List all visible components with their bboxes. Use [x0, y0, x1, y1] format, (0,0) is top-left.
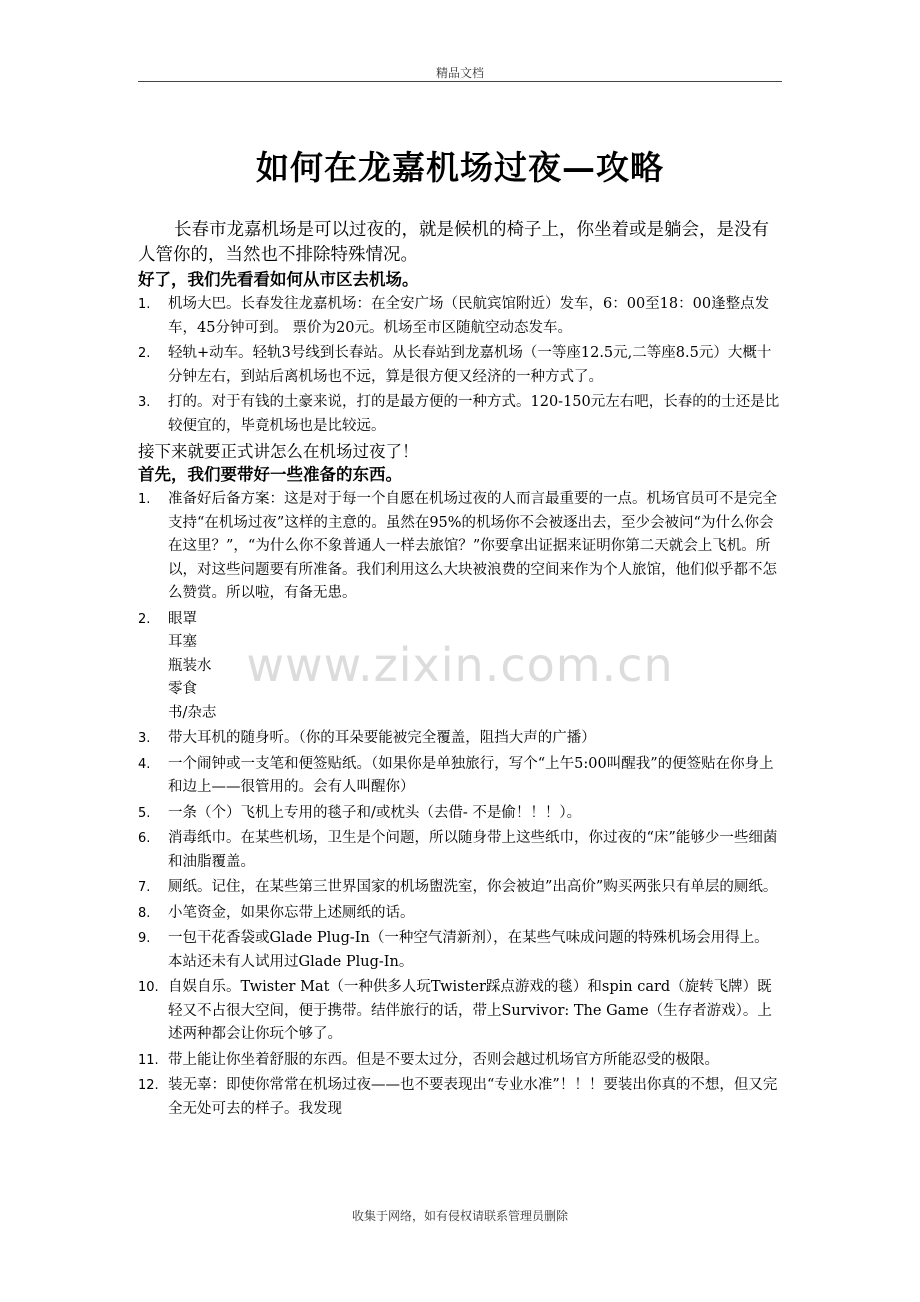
list-item-text: 带大耳机的随身听。（你的耳朵要能被完全覆盖，阻挡大声的广播） [168, 730, 596, 746]
section-heading-transport: 好了，我们先看看如何从市区去机场。 [138, 270, 419, 289]
list-item-text: 准备好后备方案：这是对于每一个自愿在机场过夜的人而言最重要的一点。机场官员可不是完全支持“在机场过夜”这样的主意的。虽然在95%的机场你不会被逐出去，至少会被问“为什么你会在这里？”，“为什么你不象普通人一样去旅馆？”你要拿出证据来证明你第二天就会上飞机。所以，对这些问题要有所准备。我们利用这么大块被浪费的空间来作为个人旅馆，他们似乎都不怎么赞赏。所以啦，有备无患。 [168, 491, 777, 601]
list-number: 7. [138, 880, 151, 895]
list-item [138, 1049, 783, 1073]
list-number: 10. [138, 980, 159, 995]
document-title: 如何在龙嘉机场过夜—攻略 [256, 148, 664, 187]
list-number: 6. [138, 831, 151, 846]
list-item-text: 一包干花香袋或Glade Plug-In（一种空气清新剂），在某些气味成问题的特殊机场会用得上。本站还未有人试用过Glade Plug-In。 [168, 930, 769, 970]
list-number: 3. [138, 395, 151, 410]
list-number: 9. [138, 931, 151, 946]
list-item-text: 带上能让你坐着舒服的东西。但是不要太过分，否则会越过机场官方所能忍受的极限。 [168, 1051, 719, 1068]
section-heading-preparation: 首先，我们要带好一些准备的东西。 [138, 465, 402, 484]
list-item [138, 488, 783, 606]
list-item-text: 轻轨+动车。轻轨3号线到长春站。从长春站到龙嘉机场（一等座12.5元,二等座8.5元）大概十分钟左右，到站后离机场也不远，算是很方便又经济的一种方式了。 [168, 345, 772, 385]
list-item-text: 厕纸。记住，在某些第三世界国家的机场盥洗室，你会被迫”出高价”购买两张只有单层的厕纸。 [168, 879, 778, 895]
page-footer: 收集于网络，如有侵权请联系管理员删除 [351, 1209, 568, 1223]
sub-item: 书/杂志 [168, 704, 217, 721]
list-number: 2. [138, 611, 151, 627]
list-item-text: 一个闹钟或一支笔和便签贴纸。（如果你是单独旅行，写个“上午5:00叫醒我”的便签贴在你身上和边上——很管用的。会有人叫醒你） [168, 755, 774, 795]
list-item [138, 342, 783, 389]
watermark: www.zixin.com.cn [246, 638, 674, 692]
list-item [138, 927, 783, 974]
sub-item: 眼罩 [168, 610, 197, 627]
list-number: 4. [138, 756, 151, 772]
list-item-text: 消毒纸巾。在某些机场，卫生是个问题，所以随身带上这些纸巾，你过夜的“床”能够少一些细菌和油脂覆盖。 [168, 830, 778, 870]
list-item-text: 机场大巴。长春发往龙嘉机场：在全安广场（民航宾馆附近）发车，6：00至18：00逢整点发车，45分钟可到。 票价为20元。机场至市区随航空动态发车。 [168, 296, 770, 336]
header-divider [138, 81, 782, 82]
list-number: 1. [138, 492, 151, 507]
list-item [138, 293, 783, 340]
list-item [138, 391, 783, 438]
sub-item: 零食 [168, 681, 197, 697]
transport-list [138, 293, 783, 438]
list-number: 3. [138, 731, 151, 746]
list-item [138, 976, 783, 1047]
list-item-text: 装无辜：即使你常常在机场过夜——也不要表现出“专业水准”！！！要装出你真的不想，但又完全无处可去的样子。我发现 [168, 1077, 778, 1117]
list-number: 1. [138, 297, 151, 312]
intro-paragraph: 长春市龙嘉机场是可以过夜的，就是候机的椅子上，你坐着或是躺会，是没有人管你的，当然也不排除特殊情况。 [138, 220, 769, 265]
list-item [138, 753, 783, 800]
sub-item: 耳塞 [168, 634, 197, 650]
list-item-text: 小笔资金，如果你忘带上述厕纸的话。 [168, 904, 415, 921]
document-body [138, 218, 783, 1123]
transition-line: 接下来就要正式讲怎么在机场过夜了！ [138, 442, 419, 461]
list-item-text: 打的。对于有钱的土豪来说，打的是最方便的一种方式。120-150元左右吧，长春的的士还是比较便宜的，毕竟机场也是比较远。 [168, 394, 780, 434]
list-item [138, 802, 783, 826]
sub-item: 瓶装水 [168, 657, 212, 674]
list-item [138, 608, 783, 726]
list-number: 11. [138, 1052, 159, 1068]
list-number: 12. [138, 1078, 159, 1093]
list-item-text: 一条（个）飞机上专用的毯子和/或枕头（去借- 不是偷！！！）。 [168, 804, 582, 821]
list-number: 5. [138, 805, 151, 821]
list-item-text: 自娱自乐。Twister Mat（一种供多人玩Twister踩点游戏的毯）和spin card（旋转飞牌）既轻又不占很大空间，便于携带。结伴旅行的话，带上Survivor: The Game（生存者游戏）。上述两种都会让你玩个够了。 [168, 979, 772, 1042]
list-item [138, 727, 783, 751]
list-item [138, 876, 783, 900]
list-number: 2. [138, 346, 151, 361]
list-item [138, 1074, 783, 1121]
list-number: 8. [138, 905, 151, 921]
preparation-list [138, 488, 783, 1121]
page-header: 精品文档 [435, 66, 484, 80]
list-item [138, 902, 783, 926]
list-item [138, 827, 783, 874]
